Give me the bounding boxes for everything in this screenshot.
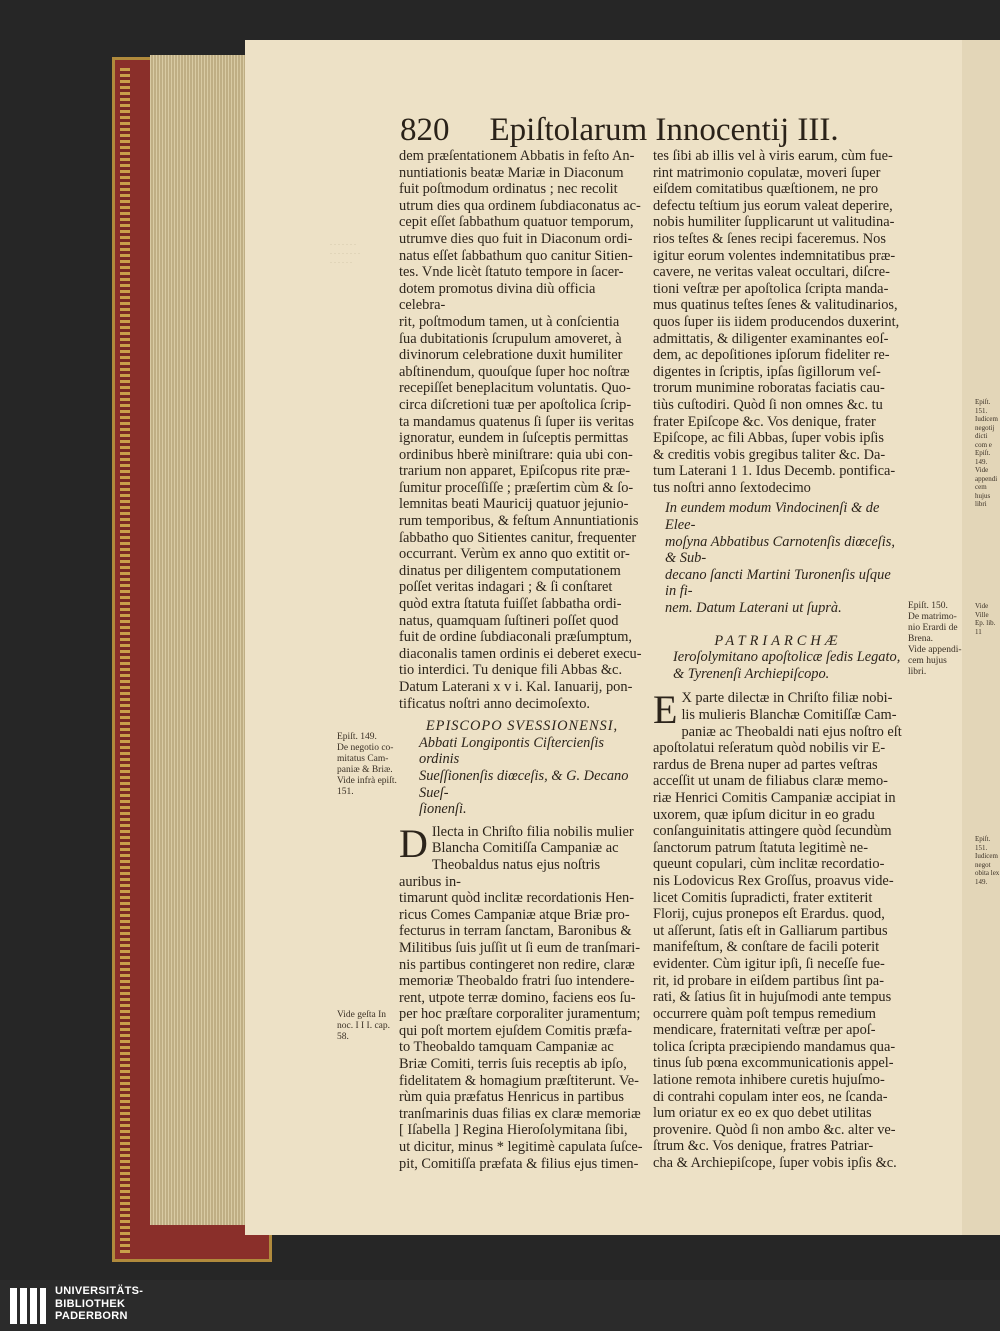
text-line: divinorum celebratione duxit humiliter [399, 347, 623, 364]
text-line: utrumve dies quo fuit in Diaconum ordi- [399, 230, 633, 247]
text-line: fuit poſtmodum ordinatus ; nec recolit [399, 181, 618, 198]
text-line: recepiſſet beneplacitum voluntatis. Quo- [399, 380, 631, 397]
right-column [653, 148, 903, 1172]
text-line: ſabbatho quo Sitientes canitur, frequenter [399, 529, 637, 546]
text-line: quòd extra ſtatuta fuiſſet ſabbatha ordi- [399, 596, 622, 613]
text-line: Florij, cujus pronepos eſt Erardus. quod, [653, 906, 885, 923]
marginal-line: Ep. lib. 11 [975, 619, 996, 636]
text-line: uxorem, quæ ipſum dicitur in eo gradu [653, 806, 875, 823]
left-body-text [399, 148, 645, 712]
note-line: nem. Datum Laterani ut ſuprà. [665, 600, 842, 617]
show-through-text: . . . . . . . . . . . . . . . . . . . . . [330, 238, 360, 265]
logo-line: PADERBORN [55, 1310, 128, 1322]
text-line: fidelitatem & homagium præſtiterunt. Ve- [399, 1072, 639, 1089]
text-line: ricus Comes Campaniæ atque Briæ pro- [399, 906, 630, 923]
text-line: pit, Comitiſſa præfata & filius ejus timen- [399, 1155, 639, 1172]
in-eundem-modum-note [653, 500, 903, 616]
text-line: rit, id probare in eiſdem partibus ſint pa- [653, 972, 884, 989]
address-line: & Tyrenenſi Archiepiſcopo. [673, 665, 830, 682]
marginal-line: paniæ & Briæ. [337, 765, 393, 775]
text-line: nis Lodovicus Rex Groſſus, proavus vide- [653, 872, 894, 889]
marginal-line: De matrimo- [908, 612, 957, 622]
note-line: decano ſancti Martini Turonenſis uſque in fi- [665, 566, 891, 600]
text-line: eiſdem comitatibus quæſtionem, ne pro [653, 181, 879, 198]
note-line: In eundem modum Vindocinenſi & de Elee- [665, 500, 880, 534]
text-line: provenire. Quòd ſi non ambo &c. alter ve- [653, 1121, 896, 1138]
text-line: evidenter. Cùm igitur ipſi, ſi neceſſe fue- [653, 955, 885, 972]
text-line: per hoc præſtare corporaliter juramentum; [399, 1006, 641, 1023]
right-body-text [653, 148, 903, 496]
text-line: nis partibus contingeret non redire, claræ [399, 956, 635, 973]
text-line: trarium non apparet, Epiſcopus rite præ- [399, 463, 630, 480]
text-line: fuit de ordine ſubdiaconali præſumptum, [399, 629, 633, 646]
footer-bar [0, 1280, 1000, 1331]
marginal-line: De negotio co- [337, 743, 394, 753]
text-line: tes ſibi ab illis vel à viris earum, cùm fue- [653, 148, 893, 164]
text-line: dem præſentationem Abbatis in feſto An- [399, 148, 635, 164]
text-line: occurrant. Verùm ex anno quo extitit or- [399, 546, 630, 563]
library-logo-icon [8, 1286, 48, 1326]
marginal-note-epist-149 [337, 732, 399, 798]
marginal-line: Iudicem negotij [975, 415, 998, 432]
page-number: 820 [400, 112, 450, 148]
marginal-line: Vide infrà epiſt. [337, 776, 397, 786]
text-line: cepit eſſet ſabbathum quatuor temporum, [399, 214, 634, 231]
text-line: & creditis vobis gregibus taliter &c. Da- [653, 446, 886, 463]
left-column [399, 148, 645, 1172]
gilt-border [120, 68, 130, 1253]
facing-page-note-top [975, 398, 1000, 509]
text-line: tolica ſcripta præcipiendo mandamus qua- [653, 1038, 896, 1055]
text-line: tiùs cuſtodiri. Quòd ſi non omnes &c. tu [653, 396, 883, 413]
drop-cap-d: D [399, 820, 428, 866]
text-line: X parte dilectæ in Chriſto filiæ nobi- [681, 690, 893, 707]
text-line: paniæ ac Theobaldi nati ejus noſtro eſt [681, 723, 902, 740]
text-line: occurrere quàm poſt tempus remedium [653, 1005, 876, 1022]
text-line: nuntiationis beatæ Mariæ in Diaconum [399, 164, 624, 181]
logo-line: BIBLIOTHEK [55, 1297, 126, 1310]
text-line: digentes in ſcriptis, ipſas ſigillorum veſ- [653, 363, 881, 380]
marginal-line: 149. [975, 877, 988, 886]
text-line: Epiſcope, ac fili Abbas, ſuper vobis ipſis [653, 430, 885, 447]
marginal-line: cem hujus libri. [908, 656, 947, 677]
text-line: rios teſtes & ſenes recipi faceremus. Nos [653, 230, 886, 247]
library-logo-text [55, 1285, 143, 1323]
facing-page-note-lower [975, 835, 1000, 886]
marginal-line: cem hujus libri [975, 483, 991, 508]
text-line: tes. Vnde licèt ſtatuto tempore in ſacer- [399, 264, 624, 281]
text-line: lemnitas beati Mauricij quatuor jejunio- [399, 496, 629, 513]
marginal-line: obita lex [975, 869, 1000, 877]
text-line: rùm quia præfatus Henricus in partibus [399, 1089, 625, 1106]
text-line: qui poſt mortem ejuſdem Comitis præfa- [399, 1022, 633, 1039]
text-line: utrum dies qua ordinem ſubdiaconatus ac- [399, 197, 641, 214]
text-line: [ Iſabella ] Regina Hieroſolymitana ſibi, [399, 1122, 628, 1139]
text-line: di contrahi copulam inter eos, ne ſcanda- [653, 1088, 888, 1105]
text-line: circa diſcretioni tuæ per apoſtolica ſcrip- [399, 396, 632, 413]
marginal-line: Epiſt. 151. [975, 835, 991, 852]
text-line: admittatis, & diligenter examinantes eoſ- [653, 330, 889, 347]
text-line: trorum munimine roboratas faciatis cau- [653, 380, 885, 397]
letter-heading-patriarchae: PATRIARCHÆ [714, 632, 842, 649]
text-line: ſua dubitationis ſcrupulum amoveret, à [399, 330, 622, 347]
marginal-line: Brena. [908, 634, 934, 644]
text-line: diaconalis tamen ordinis ei deberet execu- [399, 645, 642, 662]
text-line: mendicare, fraternitati veſtræ per apoſ- [653, 1022, 876, 1039]
marginal-line: Vide geſta In [337, 1010, 387, 1020]
text-line: Ilecta in Chriſto filia nobilis mulier [431, 823, 634, 840]
text-line: natus, quamquam ſuſtineri poſſet quod [399, 612, 619, 629]
marginal-line: Epiſt. 151. [975, 398, 991, 415]
text-line: fecturus in terram ſanctam, Baronibus & [399, 923, 632, 940]
marginal-note-vide-gesta [337, 1010, 399, 1043]
text-line: cavere, ne veritas valeat occultari, diſcre- [653, 264, 890, 281]
letter-body-patriarchae [653, 687, 903, 1172]
text-line: ſumitur proceſſiſſe ; præſertim cùm & ſo- [399, 479, 634, 496]
marginal-note-epist-150 [908, 601, 964, 678]
text-line: apoſtolatui reſeratum quòd nobilis vir E- [653, 740, 886, 757]
text-line: rent, utpote terræ domino, faciens eos ſu- [399, 989, 636, 1006]
marginal-line: Epiſt. 149. [337, 732, 377, 742]
address-line: Ieroſolymitano apoſtolicæ ſedis Legato, [673, 649, 901, 666]
text-line: ignoratur, eundem in ſuſceptis permittas [399, 430, 629, 447]
text-line: dem, ac depoſitiones ipſorum fideliter re- [653, 347, 890, 364]
text-line: queunt copulari, cùm inclitæ recordatio- [653, 856, 885, 873]
text-line: ſtrum &c. Vos denique, fratres Patriar- [653, 1138, 874, 1155]
text-line: dotem promotus divina diù officia celebra- [399, 280, 596, 314]
text-line: tioni veſtræ per apoſtolica ſcripta manda- [653, 280, 889, 297]
address-line: ſionenſi. [419, 801, 467, 818]
marginal-line: Epiſt. 149. [975, 449, 991, 466]
facing-page-note-middle [975, 602, 1000, 636]
marginal-line: Vide appendi [975, 466, 998, 483]
text-line: tum Laterani 1 1. Idus Decemb. pontifica- [653, 463, 896, 480]
text-line: abſtinendum, quouſque ſuper hoc noſtræ [399, 363, 630, 380]
text-line: tio interdici. Tu denique fili Abbas &c. [399, 662, 623, 679]
text-line: latione remota inhibere curetis hujuſmo- [653, 1072, 885, 1089]
text-line: lis mulieris Blanchæ Comitiſſæ Cam- [681, 707, 897, 723]
text-line: natus eſſet ſabbathum quo canitur Sitien- [399, 247, 633, 264]
text-line: acceſſit ut unam de filiabus claræ memo- [653, 773, 888, 790]
text-line: ordinibus hberè miniſtrare: quia ubi con- [399, 446, 633, 463]
text-line: tranſmarinis duas filias ex claræ memoriæ [399, 1105, 641, 1122]
text-line: frater Epiſcope &c. Vos denique, frater [653, 413, 876, 430]
text-line: nobis humiliter ſupplicarunt ut valitudina- [653, 214, 895, 231]
marginal-line: dicti com e [975, 432, 992, 449]
address-line: Abbati Longipontis Ciſtercienſis ordinis [419, 734, 604, 768]
text-line: tus noſtri anno ſextodecimo [653, 479, 811, 496]
text-line: rardus de Brena nuper ad partes veſtras [653, 756, 878, 773]
text-line: igitur eorum volentes indemnitatibus præ- [653, 247, 896, 264]
text-line: rati, & ſatius ſit in hujuſmodi ante tempus [653, 989, 892, 1006]
text-line: ut dicitur, minus * legitimè capulata ſuſce- [399, 1139, 643, 1156]
letter-body-episcopo [399, 820, 645, 1172]
text-line: quos ſuper iis iidem producendos duxerint, [653, 313, 900, 330]
marginal-line: Iudicem negot [975, 852, 998, 869]
address-line: Sueſſionenſis diœceſis, & G. Decano Sueſ- [419, 767, 629, 801]
text-line: ta mandamus quatenus ſi ſuper iis veritas [399, 413, 634, 430]
facing-page [962, 40, 1000, 1235]
text-line: Militibus ſuis juſſit ut ſi eum de tranſmari- [399, 939, 641, 956]
text-line: cha & Archiepiſcope, ſuper vobis ipſis &c. [653, 1155, 897, 1172]
text-line: Blancha Comitiſſa Campaniæ ac [431, 840, 619, 857]
text-line: to Theobaldo tamquam Campaniæ ac [399, 1039, 614, 1056]
running-head [400, 112, 839, 149]
marginal-line: Vide Ville [975, 602, 989, 619]
marginal-line: Epiſt. 150. [908, 601, 948, 611]
marginal-line: noc. I I I. cap. [337, 1021, 391, 1031]
marginal-line: 58. [337, 1032, 349, 1042]
text-line: Theobaldus natus ejus noſtris auribus in- [399, 856, 601, 890]
page-title: Epiſtolarum Innocentij III. [489, 112, 839, 148]
text-line: conſanguinitatis attingere quòd ſecundùm [653, 823, 892, 840]
letter-address-episcopo [419, 735, 645, 818]
text-line: rum temporibus, & feſtum Annuntiationis [399, 513, 639, 530]
marginal-line: Vide appendi- [908, 645, 962, 655]
marginal-line: mitatus Cam- [337, 754, 389, 764]
text-line: rint matrimonio copulatæ, moveri ſuper [653, 164, 881, 181]
logo-line: UNIVERSITÄTS- [55, 1285, 144, 1297]
marginal-line: nio Erardi de [908, 623, 958, 633]
text-line: Datum Laterani x v i. Kal. Ianuarij, pon- [399, 679, 633, 695]
text-line: Briæ Comiti, terris ſuis receptis ab ipſo, [399, 1056, 627, 1073]
text-line: rit, poſtmodum tamen, ut à conſcientia [399, 313, 620, 330]
letter-heading-episcopo: EPISCOPO SVESSIONENSI, [425, 718, 619, 735]
text-line: ut aſſerunt, ſatis eſt in Galliarum partibus [653, 922, 888, 939]
text-line: memoriæ Theobaldo fratri ſuo intendere- [399, 973, 635, 990]
page-block-edge [150, 55, 250, 1225]
marginal-line: 151. [337, 787, 354, 797]
text-line: timarunt quòd inclitæ recordationis Hen- [399, 890, 634, 907]
text-line: lum oriatur ex eo ex quo debet utilitas [653, 1105, 872, 1122]
text-line: mus quatinus teſtes ſenes & valitudinarios, [653, 297, 898, 314]
text-line: licet Comitis ſupradicti, frater extiterit [653, 889, 873, 906]
drop-cap-e: E [653, 687, 678, 733]
text-line: riæ Henrici Comitis Campaniæ accipiat in [653, 789, 896, 806]
text-line: tificatus noſtri anno decimoſexto. [399, 695, 591, 712]
text-line: ſanctorum patrum ſtatuta legitimè ne- [653, 839, 868, 856]
letter-address-patriarchae [673, 649, 903, 682]
note-line: moſyna Abbatibus Carnotenſis diœceſis, & Sub- [665, 533, 895, 567]
text-line: tinus ſub pœna excommunicationis appel- [653, 1055, 894, 1072]
text-line: defectu teſtium jus eorum valeat deperire, [653, 197, 893, 214]
text-line: dinatus per diligentem computationem [399, 562, 621, 579]
text-line: manifeſtum, & conſtare de facili poterit [653, 939, 880, 956]
text-line: poſſet veritas indagari ; & ſi conſtaret [399, 579, 613, 596]
